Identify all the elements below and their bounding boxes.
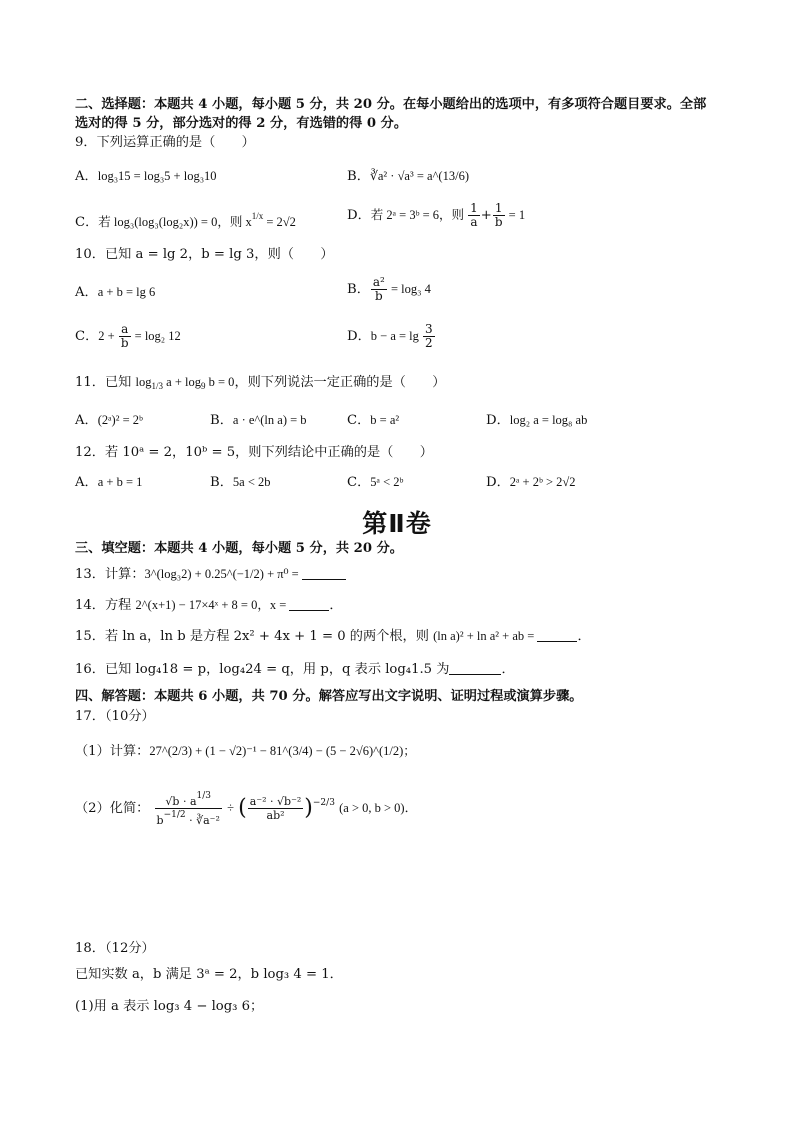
q17-part1: （1）计算：27^(2/3) + (1 − √2)⁻¹ − 81^(3/4) − (5 − 2√6)^(1/2)； (75, 744, 416, 759)
q9-option-d: D．若 2ᵃ = 3ᵇ = 6，则 $\frac{1}{a}$ + $\frac{1}{b}$ = 1 (347, 201, 526, 229)
q9-option-c: C．若 log₃(log₃(log₂x)) = 0，则 $x^{1/x} = 2√2$ (75, 211, 296, 230)
q11-option-b: B．a · e^(ln a) = b (210, 413, 307, 428)
q12-option-a: A．a + b = 1 (75, 475, 143, 490)
q17-stem: 17．（10分） (75, 709, 155, 724)
q9-option-a: A．log₃15 = log₃5 + log₃10 (75, 169, 217, 184)
q18-line1: 已知实数 a，b 满足 3ᵃ = 2，b log₃ 4 = 1． (75, 967, 343, 982)
q12-option-d: D．2ᵃ + 2ᵇ > 2√2 (486, 475, 576, 490)
q13: 13．计算：3^(log₃2) + 0.25^(−1/2) + π⁰ = (75, 565, 346, 584)
q17-part2: （2）化简： $\frac{√b \cdot a^{1/3}}{b^{-1/2} \cdot ∛a^{-2}}$ ÷ ( $\frac{\text{a⁻² · √b⁻²}}{\text{ab²}}$ )$^{-2/3}$ (a > 0, b > 0)． (75, 791, 418, 827)
section2-heading-line2: 选对的得 5 分，部分选对的得 2 分，有选错的得 0 分。 (75, 116, 408, 131)
q12-option-b: B．5a < 2b (210, 475, 271, 490)
q11-option-d: D．log₂ a = log₈ ab (486, 413, 588, 428)
q12-stem: 12．若 10ᵃ = 2，10ᵇ = 5，则下列结论中正确的是（ ） (75, 445, 433, 460)
q10-option-d: D．b − a = lg $\frac{3}{2}$ (347, 322, 433, 350)
q9-stem: 9．下列运算正确的是（ ） (75, 135, 255, 150)
q11-option-c: C．b = a² (347, 413, 400, 428)
q10-stem: 10．已知 a = lg 2，b = lg 3，则（ ） (75, 247, 334, 262)
q11-option-a: A．(2ᵃ)² = 2ᵇ (75, 413, 143, 428)
q16: 16．已知 log₄18 = p，log₄24 = q，用 p，q 表示 log₄1.5 为 ． (75, 662, 515, 677)
q10-option-a: A．a + b = lg 6 (75, 285, 156, 300)
q18-line2: (1)用 a 表示 log₃ 4 − log₃ 6； (75, 999, 264, 1014)
q11-stem: 11．已知 $\log_{1/3} a + \log_9 b = 0$，则下列说法一定正确的是（ ） (75, 375, 446, 391)
q15: 15．若 ln a，ln b 是方程 2x² + 4x + 1 = 0 的两个根，则 (ln a)² + ln a² + ab = ． (75, 629, 591, 644)
section3-heading: 三、填空题：本题共 4 小题，每小题 5 分，共 20 分。 (75, 541, 403, 556)
section4-heading: 四、解答题：本题共 6 小题，共 70 分。解答应写出文字说明、证明过程或演算步骤。 (75, 689, 583, 704)
q14: 14．方程 2^(x+1) − 17×4ˣ + 8 = 0，x = ． (75, 598, 343, 613)
q9-option-b: B．∛a² · √a³ = a^(13/6) (347, 169, 469, 184)
part2-title: 第Ⅱ卷 (362, 509, 432, 538)
q18-stem: 18．（12分） (75, 941, 155, 956)
q10-option-b: B． $\frac{\text{a²}}{b}$ = log₃ 4 (347, 275, 431, 303)
q12-option-c: C．5ᵃ < 2ᵇ (347, 475, 404, 490)
section2-heading-line1: 二、选择题：本题共 4 小题，每小题 5 分，共 20 分。在每小题给出的选项中，有多项符合题目要求。全部 (75, 97, 707, 112)
q10-option-c: C．2 + $\frac{a}{b}$ = log₂ 12 (75, 322, 181, 350)
